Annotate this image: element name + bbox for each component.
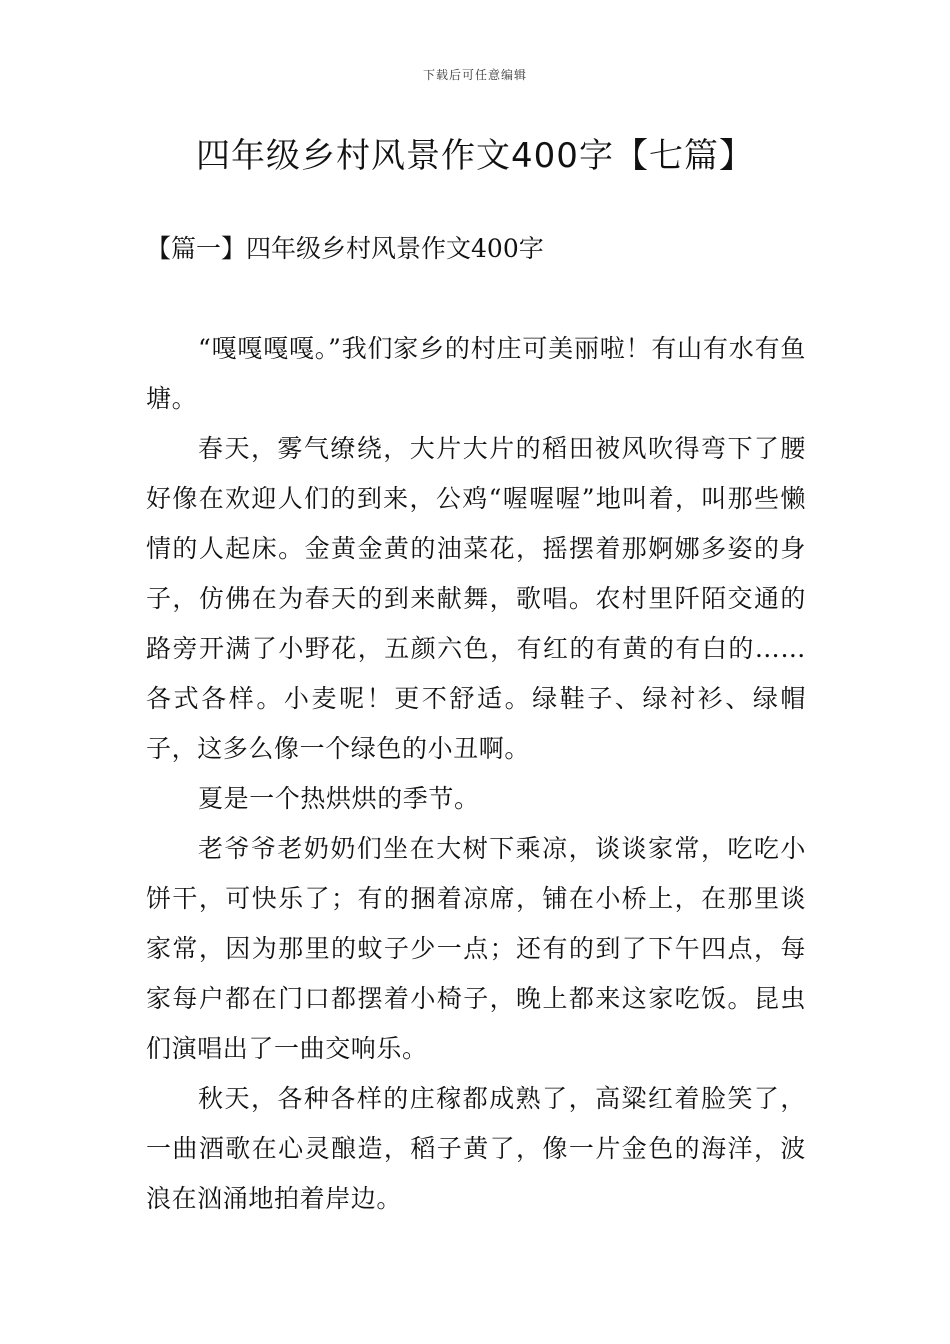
essay-body — [146, 324, 806, 1224]
header-note: 下载后可任意编辑 — [422, 68, 527, 82]
document-title: 四年级乡村风景作文400字【七篇】 — [196, 136, 754, 176]
paragraph: 夏是一个热烘烘的季节。 — [198, 784, 480, 813]
section-heading: 【篇一】四年级乡村风景作文400字 — [146, 234, 544, 263]
paragraph: 秋天，各种各样的庄稼都成熟了，高粱红着脸笑了，一曲酒歌在心灵酿造，稻子黄了，像一片金色的海洋，波浪在汹涌地拍着岸边。 — [146, 1084, 806, 1213]
paragraph: 老爷爷老奶奶们坐在大树下乘凉，谈谈家常，吃吃小饼干，可快乐了；有的捆着凉席，铺在小桥上，在那里谈家常，因为那里的蚊子少一点；还有的到了下午四点，每家每户都在门口都摆着小椅子，晚上都来这家吃饭。昆虫们演唱出了一曲交响乐。 — [146, 834, 806, 1063]
paragraph: “嘎嘎嘎嘎。”我们家乡的村庄可美丽啦！有山有水有鱼塘。 — [146, 334, 806, 413]
paragraph: 春天，雾气缭绕，大片大片的稻田被风吹得弯下了腰好像在欢迎人们的到来，公鸡“喔喔喔”地叫着，叫那些懒情的人起床。金黄金黄的油菜花，摇摆着那婀娜多姿的身子，仿佛在为春天的到来献舞，歌唱。农村里阡陌交通的路旁开满了小野花，五颜六色，有红的有黄的有白的……各式各样。小麦呢！更不舒适。绿鞋子、绿衬衫、绿帽子，这多么像一个绿色的小丑啊。 — [146, 434, 806, 763]
